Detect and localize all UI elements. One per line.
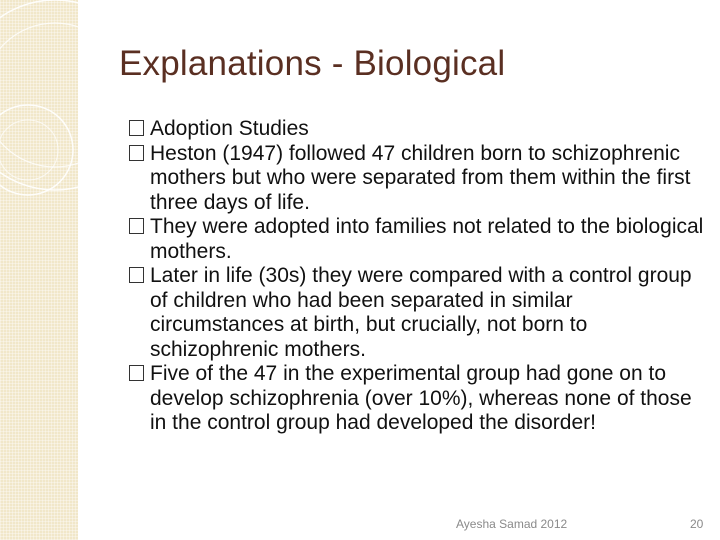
bullet-box-icon bbox=[129, 218, 144, 234]
bullet-list bbox=[129, 117, 709, 436]
bullet-text: Heston (1947) followed 47 children born to schizophrenic mothers but who were separated from them within the first three days of life. bbox=[150, 141, 691, 214]
slide-number: 20 bbox=[690, 517, 704, 531]
slide-title: Explanations - Biological bbox=[119, 44, 506, 83]
bullet-item bbox=[129, 142, 709, 216]
bullet-box-icon bbox=[129, 120, 144, 136]
bullet-text: Adoption Studies bbox=[150, 117, 309, 140]
left-decorative-band bbox=[0, 0, 78, 540]
bullet-text: Later in life (30s) they were compared with a control group of children who had been separated in similar circumstances at birth, but crucially, not born to schizophrenic mothers. bbox=[150, 264, 692, 361]
bullet-item bbox=[129, 117, 709, 142]
footer-author: Ayesha Samad 2012 bbox=[456, 517, 568, 531]
bullet-box-icon bbox=[129, 267, 144, 283]
bullet-item bbox=[129, 215, 709, 264]
bullet-box-icon bbox=[129, 145, 144, 161]
bullet-box-icon bbox=[129, 365, 144, 381]
bullet-text: Five of the 47 in the experimental group had gone on to develop schizophrenia (over 10%), whereas none of those in the control group had developed the disorder! bbox=[150, 362, 692, 434]
bullet-text: They were adopted into families not related to the biological mothers. bbox=[150, 215, 704, 263]
bullet-item bbox=[129, 264, 709, 362]
bullet-item bbox=[129, 362, 709, 436]
